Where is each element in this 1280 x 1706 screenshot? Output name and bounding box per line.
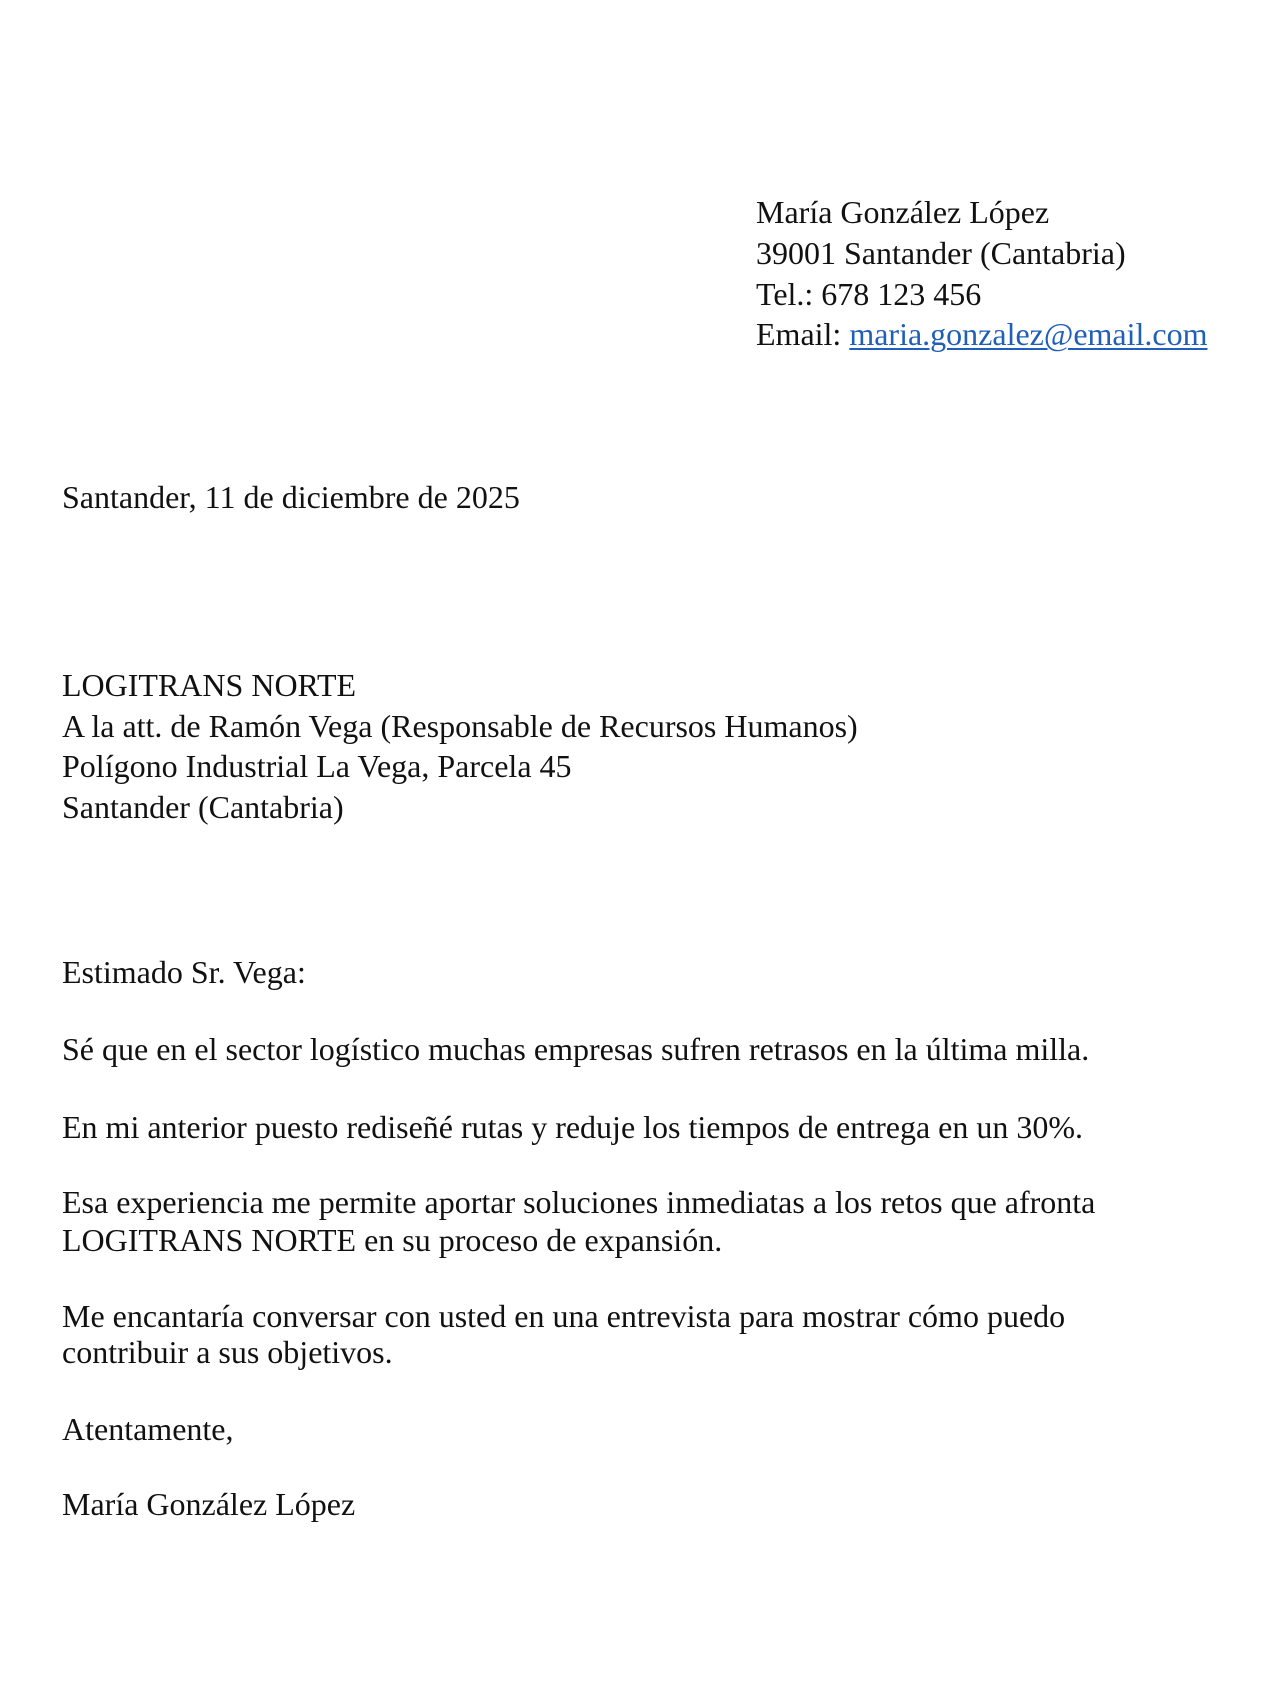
sender-city: 39001 Santander (Cantabria) (756, 235, 1126, 271)
body-paragraph-2: En mi anterior puesto rediseñé rutas y reduje los tiempos de entrega en un 30%. (62, 1109, 1084, 1145)
recipient-company: LOGITRANS NORTE (62, 667, 357, 703)
letter-date: Santander, 11 de diciembre de 2025 (62, 479, 520, 515)
sender-email-link[interactable]: maria.gonzalez@email.com (849, 316, 1208, 352)
recipient-city: Santander (Cantabria) (62, 789, 344, 825)
sender-email-line (756, 318, 1208, 350)
recipient-address: Polígono Industrial La Vega, Parcela 45 (62, 748, 572, 784)
body-paragraph-4-line-2: contribuir a sus objetivos. (62, 1334, 393, 1370)
sender-name: María González López (756, 194, 1050, 230)
body-paragraph-1: Sé que en el sector logístico muchas empresas sufren retrasos en la última milla. (62, 1031, 1090, 1067)
signature-name: María González López (62, 1486, 356, 1522)
sender-phone: Tel.: 678 123 456 (756, 276, 982, 312)
body-paragraph-3-line-2: LOGITRANS NORTE en su proceso de expansión. (62, 1222, 723, 1258)
sender-email-label: Email: (756, 316, 850, 352)
salutation: Estimado Sr. Vega: (62, 954, 306, 990)
body-paragraph-3-line-1: Esa experiencia me permite aportar soluciones inmediatas a los retos que afronta (62, 1184, 1096, 1220)
closing: Atentamente, (62, 1411, 234, 1447)
recipient-attention: A la att. de Ramón Vega (Responsable de Recursos Humanos) (62, 708, 858, 744)
body-paragraph-4-line-1: Me encantaría conversar con usted en una entrevista para mostrar cómo puedo (62, 1298, 1066, 1334)
